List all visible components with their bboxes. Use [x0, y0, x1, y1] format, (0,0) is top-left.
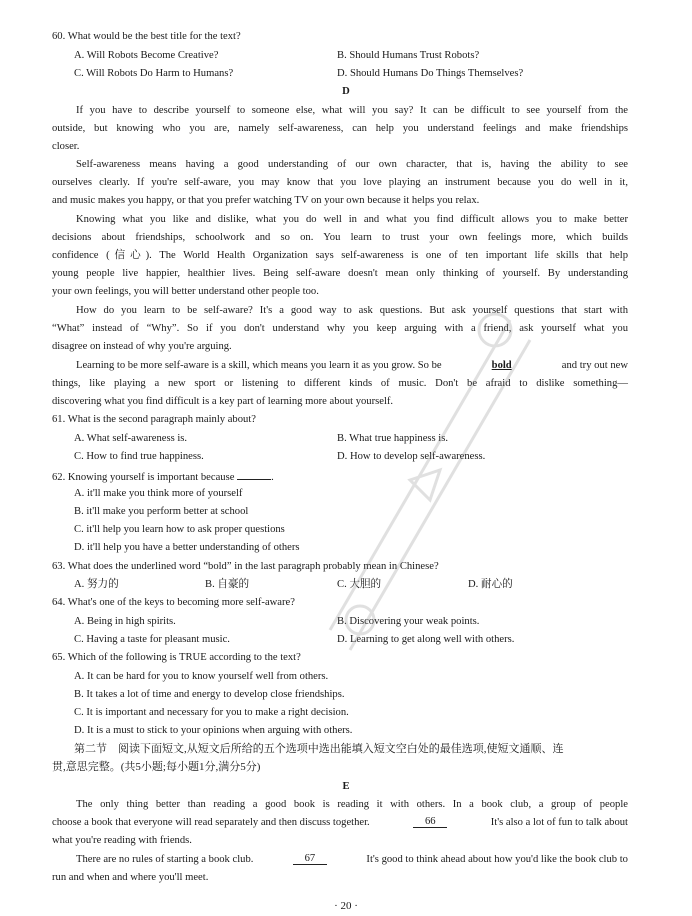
- passage-e-label: E: [342, 781, 350, 792]
- passage-e-line1: The only thing better than reading a good book is reading it with others. In a book club, a group of people: [76, 799, 628, 810]
- passage-e-line3: what you're reading with friends.: [52, 835, 192, 846]
- q61-option-d: D. How to develop self-awareness.: [337, 451, 486, 462]
- q63-option-d: D. 耐心的: [468, 579, 513, 590]
- passage-e-line2: [52, 816, 628, 829]
- q62-option-a: A. it'll make you think more of yourself: [74, 488, 243, 499]
- passage-e-line2-text-b: It's also a lot of fun to talk about: [490, 817, 628, 828]
- passage-d-label: D: [342, 86, 350, 97]
- q60-option-c: C. Will Robots Do Harm to Humans?: [74, 68, 234, 79]
- page-number: · 20 ·: [334, 900, 358, 912]
- blank-66: 66: [413, 816, 447, 828]
- q61-option-c: C. How to find true happiness.: [74, 451, 204, 462]
- passage-d-p1-line2: outside, but knowing who you are, namely self-awareness, can help you understand feelings and make friendships: [52, 123, 628, 134]
- q63-option-b: B. 自豪的: [205, 579, 250, 590]
- q65-option-d: D. It is a must to stick to your opinions when arguing with others.: [74, 725, 353, 736]
- section-2-instructions-line1: 第二节 阅读下面短文,从短文后所给的五个选项中选出能填入短文空白处的最佳选项,使短文通顺、连: [74, 743, 564, 755]
- q64-option-b: B. Discovering your weak points.: [337, 616, 480, 627]
- q61-option-b: B. What true happiness is.: [337, 433, 449, 444]
- passage-d-p3-line4: young people live happier, healthier lives. Being self-aware doesn't mean only thinking of yourself. By understanding: [52, 268, 628, 279]
- q64-option-d: D. Learning to get along well with others.: [337, 634, 515, 645]
- q63-option-a: A. 努力的: [74, 579, 119, 590]
- q61-option-a: A. What self-awareness is.: [74, 433, 188, 444]
- passage-d-p5-line1: [76, 359, 628, 372]
- passage-e-line5: run and when and where you'll meet.: [52, 872, 209, 883]
- q63-option-c: C. 大胆的: [337, 579, 382, 590]
- passage-d-p2-line2: ourselves clearly. If you're self-aware, you may know that you love playing an instrument because you do well in it,: [52, 177, 628, 188]
- q65-option-b: B. It takes a lot of time and energy to develop close friendships.: [74, 689, 345, 700]
- passage-d-p1-line1: If you have to describe yourself to someone else, what will you say? It can be difficult to see yourself from the: [76, 105, 628, 116]
- passage-d-p3-line1: Knowing what you like and dislike, what you do well in and what you find difficult allows you to make better: [76, 214, 628, 225]
- passage-d-p4-line2: “What” instead of “Why”. So if you don't understand why you keep arguing with a friend, ask yourself what you: [52, 323, 628, 334]
- section-2-instructions-line2: 贯,意思完整。(共5小题;每小题1分,满分5分): [52, 761, 261, 773]
- passage-d-p3-line2: decisions about friendships, schoolwork and so on. You learn to trust your own feelings more, which builds: [52, 232, 628, 243]
- q62-option-b: B. it'll make you perform better at school: [74, 506, 249, 517]
- q65-option-c: C. It is important and necessary for you to make a right decision.: [74, 707, 349, 718]
- q64-option-a: A. Being in high spirits.: [74, 616, 176, 627]
- passage-d-p2-line3: and music makes you happy, or that you prefer watching TV on your own because it helps you relax.: [52, 195, 480, 206]
- q62-stem: [52, 468, 274, 484]
- q64-stem: 64. What's one of the keys to becoming more self-aware?: [52, 597, 295, 608]
- passage-d-p2-line1: Self-awareness means having a good understanding of our own character, that is, having the ability to see: [76, 159, 628, 170]
- bold-underlined-word: bold: [491, 360, 512, 371]
- passage-d-p4-line3: disagree on instead of why you're arguing.: [52, 341, 232, 352]
- passage-e-line4: [76, 853, 628, 866]
- passage-d-p5-line2: things, like playing a new sport or listening to different kinds of music. Don't be afraid to dislike something—: [52, 378, 628, 389]
- passage-d-p1-line3: closer.: [52, 141, 80, 152]
- q65-stem: 65. Which of the following is TRUE according to the text?: [52, 652, 301, 663]
- q61-stem: 61. What is the second paragraph mainly about?: [52, 414, 256, 425]
- q62-option-c: C. it'll help you learn how to ask proper questions: [74, 524, 285, 535]
- q60-option-b: B. Should Humans Trust Robots?: [337, 50, 480, 61]
- q62-answer-blank: [237, 468, 271, 480]
- passage-d-p4-line1: How do you learn to be self-aware? It's a good way to ask questions. But ask yourself questions that start with: [76, 305, 628, 316]
- passage-d-p3-line5: your own feelings, you will better understand other people too.: [52, 286, 319, 297]
- passage-d-p3-line3: confidence (信心). The World Health Organization says self-awareness is one of ten important life skills that help: [52, 250, 628, 261]
- q60-stem: 60. What would be the best title for the text?: [52, 31, 241, 42]
- passage-e-line2-text-a: choose a book that everyone will read separately and then discuss together.: [52, 817, 370, 828]
- q63-stem: 63. What does the underlined word “bold” in the last paragraph probably mean in Chinese?: [52, 561, 439, 572]
- blank-67: 67: [293, 853, 327, 865]
- passage-d-p5-line3: discovering what you find difficult is a key part of learning more about yourself.: [52, 396, 394, 407]
- q60-option-a: A. Will Robots Become Creative?: [74, 50, 219, 61]
- q60-option-d: D. Should Humans Do Things Themselves?: [337, 68, 524, 79]
- q62-stem-text: 62. Knowing yourself is important because: [52, 472, 235, 483]
- q62-option-d: D. it'll help you have a better understanding of others: [74, 542, 300, 553]
- q64-option-c: C. Having a taste for pleasant music.: [74, 634, 230, 645]
- q62-stem-end: .: [271, 472, 274, 483]
- passage-e-line4-text-b: It's good to think ahead about how you'd like the book club to: [366, 854, 628, 865]
- passage-d-p5-text-a: Learning to be more self-aware is a skill, which means you learn it as you grow. So be: [76, 360, 442, 371]
- passage-d-p5-text-b: and try out new: [561, 360, 628, 371]
- q65-option-a: A. It can be hard for you to know yourself well from others.: [74, 671, 329, 682]
- passage-e-line4-text-a: There are no rules of starting a book club.: [76, 854, 254, 865]
